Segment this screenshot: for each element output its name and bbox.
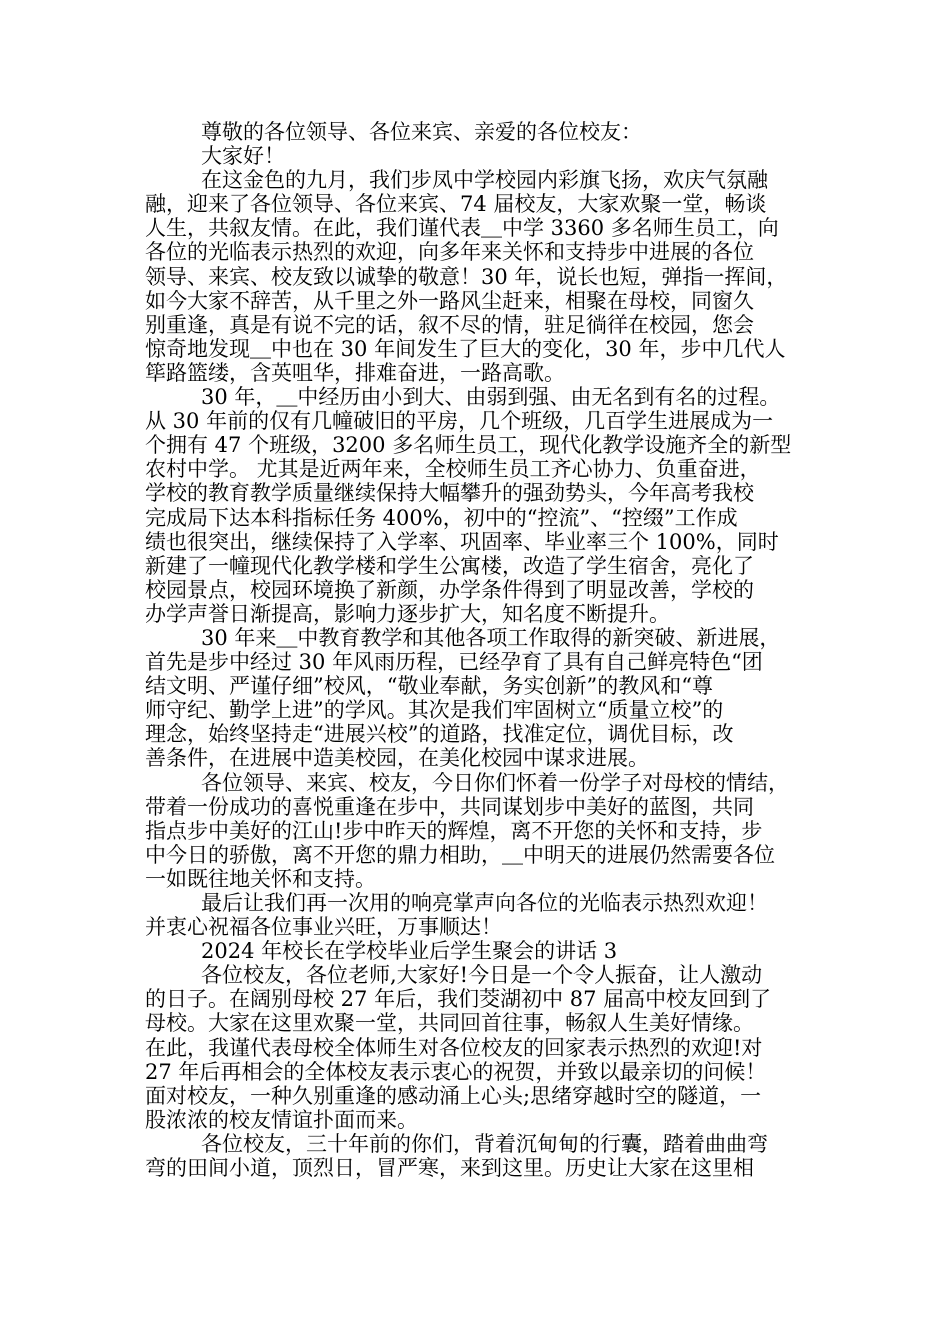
text-line: 师守纪、勤学上进”的学风。其次是我们牢固树立“质量立校”的 (145, 698, 724, 723)
text-line: 学校的教育教学质量继续保持大幅攀升的强劲势头，今年高考我校 (145, 481, 754, 506)
text-line: 尊敬的各位领导、各位来宾、亲爱的各位校友： (201, 120, 642, 144)
text-line: 各位校友，各位老师,大家好!今日是一个令人振奋，让人激动 (201, 963, 763, 988)
text-line: 理念，始终坚持走“进展兴校”的道路，找准定位，调优目标，改 (145, 722, 734, 747)
text-line: 一如既往地关怀和支持。 (145, 866, 376, 891)
text-line: 个拥有 47 个班级，3200 多名师生员工，现代化教学设施齐全的新型 (145, 433, 792, 458)
text-line: 弯的田间小道，顶烈日，冒严寒，来到这里。历史让大家在这里相 (145, 1156, 754, 1181)
text-line: 各位的光临表示热烈的欢迎，向多年来关怀和支持步中进展的各位 (145, 240, 754, 265)
text-line: 最后让我们再一次用的响亮掌声向各位的光临表示热烈欢迎！ (201, 891, 768, 915)
text-line: 并衷心祝福各位事业兴旺，万事顺达！ (145, 915, 502, 940)
text-line: 的日子。在阔别母校 27 年后，我们茭湖初中 87 届高中校友回到了 (145, 987, 772, 1012)
text-line: 新建了一幢现代化教学楼和学生公寓楼，改造了学生宿舍，亮化了 (145, 553, 754, 578)
text-line: 各位领导、来宾、校友，今日你们怀着一份学子对母校的情结， (201, 770, 789, 795)
text-line: 母校。大家在这里欢聚一堂，共同回首往事，畅叙人生美好情缘。 (145, 1011, 754, 1036)
text-line: 27 年后再相会的全体校友表示衷心的祝贺，并致以最亲切的问候！ (145, 1059, 767, 1084)
text-line: 面对校友，一种久别重逢的感动涌上心头;思绪穿越时空的隧道，一 (145, 1083, 762, 1108)
text-line: 惊奇地发现＿中也在 30 年间发生了巨大的变化，30 年，步中几代人 (145, 336, 786, 361)
text-line: 从 30 年前的仅有几幢破旧的平房，几个班级，几百学生进展成为一 (145, 409, 774, 434)
text-line: 中今日的骄傲，离不开您的鼎力相助，＿中明天的进展仍然需要各位 (145, 842, 775, 867)
text-line: 2024 年校长在学校毕业后学生聚会的讲话 3 (201, 939, 618, 964)
text-line: 在这金色的九月，我们步凤中学校园内彩旗飞扬，欢庆气氛融 (201, 168, 768, 193)
text-line: 善条件，在进展中造美校园，在美化校园中谋求进展。 (145, 746, 649, 771)
text-line: 绩也很突出，继续保持了入学率、巩固率、毕业率三个 100%，同时 (145, 529, 779, 554)
text-line: 完成局下达本科指标任务 400%，初中的“控流”、“控缀”工作成 (145, 505, 738, 530)
text-line: 如今大家不辞苦，从千里之外一路风尘赶来，相聚在母校，同窗久 (145, 288, 754, 313)
text-line: 在此，我谨代表母校全体师生对各位校友的回家表示热烈的欢迎!对 (145, 1035, 763, 1060)
text-line: 校园景点，校园环境换了新颜，办学条件得到了明显改善，学校的 (145, 577, 754, 602)
text-line: 筚路篮缕，含英咀华，排难奋进，一路高歌。 (145, 360, 565, 385)
document-body (145, 120, 810, 1180)
text-line: 指点步中美好的江山!步中昨天的辉煌，离不开您的关怀和支持，步 (145, 818, 763, 843)
text-line: 30 年来＿中教育教学和其他各项工作取得的新突破、新进展， (201, 625, 781, 650)
text-line: 农村中学。 尤其是近两年来，全校师生员工齐心协力、负重奋进， (145, 457, 761, 482)
text-line: 领导、来宾、校友致以诚挚的敬意！30 年，说长也短，弹指一挥间， (145, 264, 788, 289)
text-line: 带着一份成功的喜悦重逢在步中，共同谋划步中美好的蓝图，共同 (145, 794, 754, 819)
text-line: 30 年，＿中经历由小到大、由弱到强、由无名到有名的过程。 (201, 385, 781, 410)
text-line: 结文明、严谨仔细”校风，“敬业奉献，务实创新”的教风和“尊 (145, 674, 713, 699)
text-line: 办学声誉日渐提高，影响力逐步扩大，知名度不断提升。 (145, 601, 670, 626)
text-line: 首先是步中经过 30 年风雨历程，已经孕育了具有自己鲜亮特色“团 (145, 650, 763, 675)
text-line: 融，迎来了各位领导、各位来宾、74 届校友，大家欢聚一堂，畅谈 (145, 192, 767, 217)
text-line: 人生，共叙友情。在此，我们谨代表＿中学 3360 多名师生员工，向 (145, 216, 779, 241)
text-line: 股浓浓的校友情谊扑面而来。 (145, 1107, 418, 1132)
text-line: 别重逢，真是有说不完的话，叙不尽的情，驻足徜徉在校园，您会 (145, 312, 754, 337)
text-line: 大家好！ (201, 144, 285, 169)
text-line: 各位校友，三十年前的你们，背着沉甸甸的行囊，踏着曲曲弯 (201, 1131, 768, 1156)
